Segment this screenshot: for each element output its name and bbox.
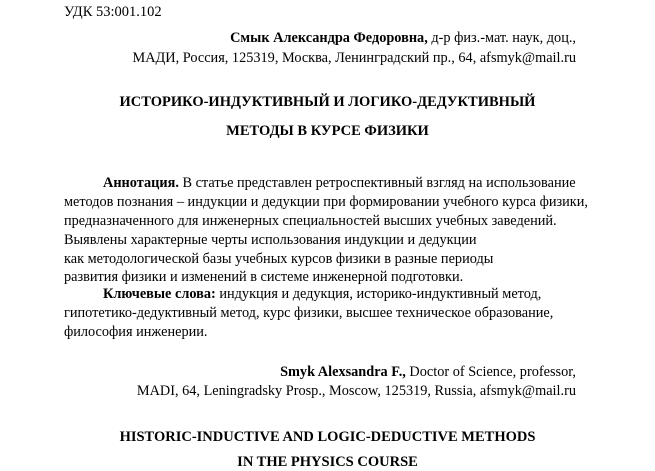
author-ru-line [230,29,576,47]
abstract-label: Аннотация. [103,175,179,191]
title-ru-line-1: ИСТОРИКО-ИНДУКТИВНЫЙ И ЛОГИКО-ДЕДУКТИВНЫЙ [119,94,536,110]
author-ru-affiliation: МАДИ, Россия, 125319, Москва, Ленинградский пр., 64, afsmyk@mail.ru [132,50,576,66]
title-ru-line-2: МЕТОДЫ В КУРСЕ ФИЗИКИ [226,123,429,139]
keywords-text-1: индукция и дедукция, историко-индуктивный метод, [215,286,542,302]
author-en-line [280,363,576,381]
abstract-text-1: В статье представлен ретроспективный взгляд на использование [178,175,576,191]
abstract-line-4: Выявлены характерные черты использования индукции и дедукции [64,232,477,248]
abstract-line-1 [103,174,576,192]
abstract-line-6: развития физики и изменений в системе инженерной подготовки. [64,269,464,285]
author-en-affiliation: MADI, 64, Leningradsky Prosp., Moscow, 125319, Russia, afsmyk@mail.ru [136,383,576,399]
udc-code: УДК 53:001.102 [64,4,162,20]
abstract-line-2: методов познания – индукции и дедукции при формировании учебного курса физики, [64,194,588,210]
author-en-name: Smyk Alexsandra F., [280,364,406,380]
keywords-label: Ключевые слова: [103,286,216,302]
title-en-line-2: IN THE PHYSICS COURSE [237,454,418,470]
keywords-line-2: гипотетико-дедуктивный метод, курс физики, высшее техническое образование, [64,305,554,321]
keywords-line-3: философия инженерии. [64,324,208,340]
author-en-degree: Doctor of Science, professor, [405,364,576,380]
keywords-line-1 [103,285,541,303]
abstract-line-3: предназначенного для инженерных специальностей высших учебных заведений. [64,213,557,229]
author-ru-degree: д-р физ.-мат. наук, доц., [427,30,576,46]
author-ru-name: Смык Александра Федоровна, [230,30,428,46]
title-en-line-1: HISTORIC-INDUCTIVE AND LOGIC-DEDUCTIVE METHODS [119,429,536,445]
abstract-line-5: как методологической базы учебных курсов физики в разные периоды [64,251,494,267]
